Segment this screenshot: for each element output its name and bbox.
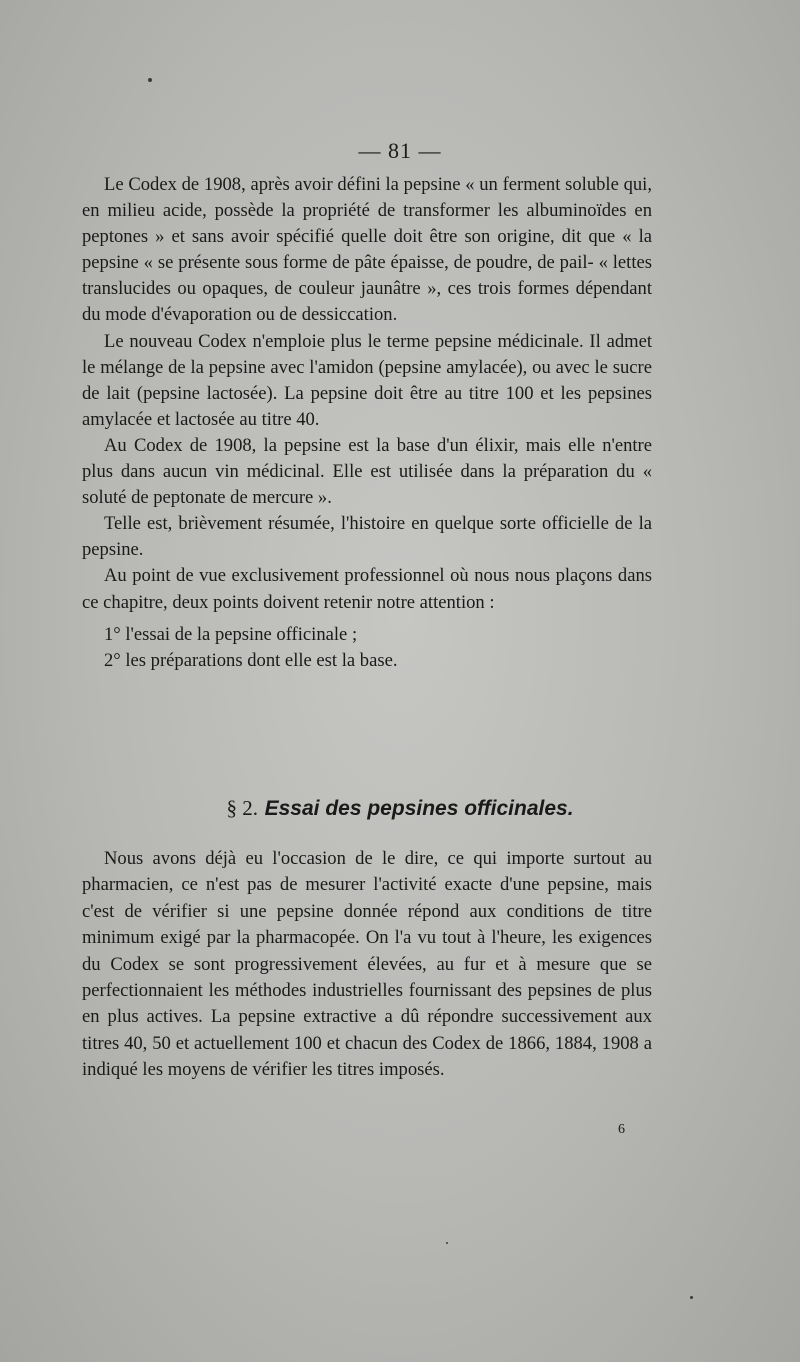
numbered-list [82, 622, 652, 674]
paragraph-elixir: Au Codex de 1908, la pepsine est la base d'un élixir, mais elle n'entre plus dans aucun vin médicinal. Elle est utilisée dans la préparation du « soluté de peptonate de mercure ». [82, 434, 652, 509]
section-title: Essai des pepsines officinales. [264, 797, 574, 820]
body-text-upper [82, 172, 652, 674]
list-item: 1° l'essai de la pepsine officinale ; [104, 623, 358, 645]
paragraph-essai: Nous avons déjà eu l'occasion de le dire, ce qui importe surtout au pharmacien, ce n'est pas de mesurer l'activité exacte d'une pepsine, mais c'est de vérifier si une pepsine donnée répond aux conditions de titre minimum exigé par la pharmacopée. On l'a vu tout à l'heure, les exigences du Codex se sont progressivement élevées, au fur et à mesure que se perfectionnaient les méthodes industrielles fournissant des pepsines de plus en plus actives. La pepsine extractive a dû répondre successivement aux titres 40, 50 et actuellement 100 et chacun des Codex de 1866, 1884, 1908 a indiqué les moyens de vérifier les titres imposés. [82, 848, 652, 1081]
paragraph-point-de-vue: Au point de vue exclusivement professionnel où nous nous plaçons dans ce chapitre, deux points doivent retenir notre attention : [82, 565, 652, 613]
paper-speck [446, 1242, 448, 1244]
paragraph-nouveau-codex: Le nouveau Codex n'emploie plus le terme pepsine médicinale. Il admet le mélange de la pepsine avec l'amidon (pepsine amylacée), ou avec le sucre de lait (pepsine lactosée). La pepsine doit être au titre 100 et les pepsines amylacée et lactosée au titre 40. [82, 330, 652, 430]
section-heading [0, 796, 800, 821]
signature-mark: 6 [618, 1122, 625, 1137]
paper-speck [690, 1296, 693, 1299]
paragraph-histoire: Telle est, brièvement résumée, l'histoire en quelque sorte officielle de la pepsine. [82, 513, 652, 561]
body-text-lower [82, 846, 652, 1084]
paragraph-codex-1908: Le Codex de 1908, après avoir défini la pepsine « un ferment soluble qui, en milieu acide, possède la propriété de transformer les albuminoïdes en peptones » et sans avoir spécifié quelle doit être son origine, dit que « la pepsine « se présente sous forme de pâte épaisse, de poudre, de pail- « lettes translucides ou opaques, de couleur jaunâtre », ces trois formes dépendant du mode d'évaporation ou de dessiccation. [82, 174, 652, 326]
paper-speck [148, 78, 152, 82]
section-number: § 2. [226, 796, 258, 820]
page-number-header: — 81 — [358, 138, 442, 163]
list-item: 2° les préparations dont elle est la base. [104, 649, 398, 671]
